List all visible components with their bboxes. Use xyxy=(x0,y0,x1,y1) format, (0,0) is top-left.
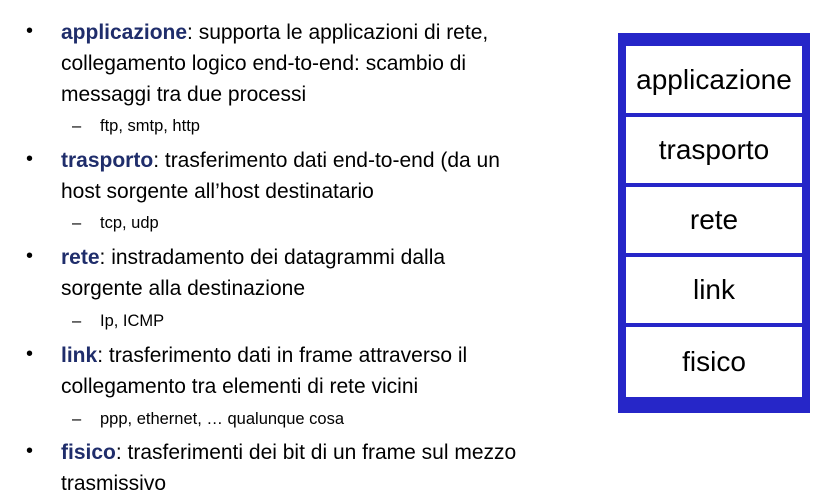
item-text: collegamento logico end-to-end: scambio di xyxy=(61,52,467,75)
dash-icon: – xyxy=(72,312,82,330)
item-line xyxy=(61,437,516,468)
dash-icon: – xyxy=(72,410,82,428)
term-label: trasporto xyxy=(61,149,154,172)
stack-layer-trasporto: trasporto xyxy=(626,117,802,183)
bullet-icon: • xyxy=(26,20,34,42)
item-line xyxy=(61,145,500,176)
sub-item-text: tcp, udp xyxy=(100,214,159,232)
item-text: collegamento tra elementi di rete vicini xyxy=(61,375,419,398)
item-text: : trasferimento dati in frame attraverso il xyxy=(97,344,468,367)
item-text: host sorgente all’host destinatario xyxy=(61,180,374,203)
item-text: : supporta le applicazioni di rete, xyxy=(187,21,489,44)
bullet-icon: • xyxy=(26,343,34,365)
stack-layer-applicazione: applicazione xyxy=(626,46,802,113)
item-line xyxy=(61,242,445,273)
item-text: : trasferimento dati end-to-end (da un xyxy=(153,149,500,172)
item-line xyxy=(61,340,467,371)
sub-item xyxy=(72,211,159,235)
item-text: trasmissivo xyxy=(61,472,167,495)
protocol-stack-diagram xyxy=(618,33,810,413)
dash-icon: – xyxy=(72,214,82,232)
item-text: messaggi tra due processi xyxy=(61,83,307,106)
term-label: applicazione xyxy=(61,21,188,44)
item-line xyxy=(61,17,488,48)
sub-item xyxy=(72,309,164,333)
sub-item xyxy=(72,114,200,138)
term-label: link xyxy=(61,344,98,367)
sub-item-text: ppp, ethernet, … qualunque cosa xyxy=(100,410,345,428)
item-text: : instradamento dei datagrammi dalla xyxy=(99,246,446,269)
stack-layer-link: link xyxy=(626,257,802,323)
term-label: rete xyxy=(61,246,100,269)
stack-layer-rete: rete xyxy=(626,187,802,253)
sub-item-text: ftp, smtp, http xyxy=(100,117,200,135)
sub-item xyxy=(72,407,344,431)
dash-icon: – xyxy=(72,117,82,135)
term-label: fisico xyxy=(61,441,116,464)
bullet-icon: • xyxy=(26,245,34,267)
item-text: sorgente alla destinazione xyxy=(61,277,306,300)
bullet-icon: • xyxy=(26,148,34,170)
bullet-icon: • xyxy=(26,440,34,462)
sub-item-text: Ip, ICMP xyxy=(100,312,165,330)
item-text: : trasferimenti dei bit di un frame sul mezzo xyxy=(115,441,517,464)
stack-layer-fisico: fisico xyxy=(626,327,802,397)
